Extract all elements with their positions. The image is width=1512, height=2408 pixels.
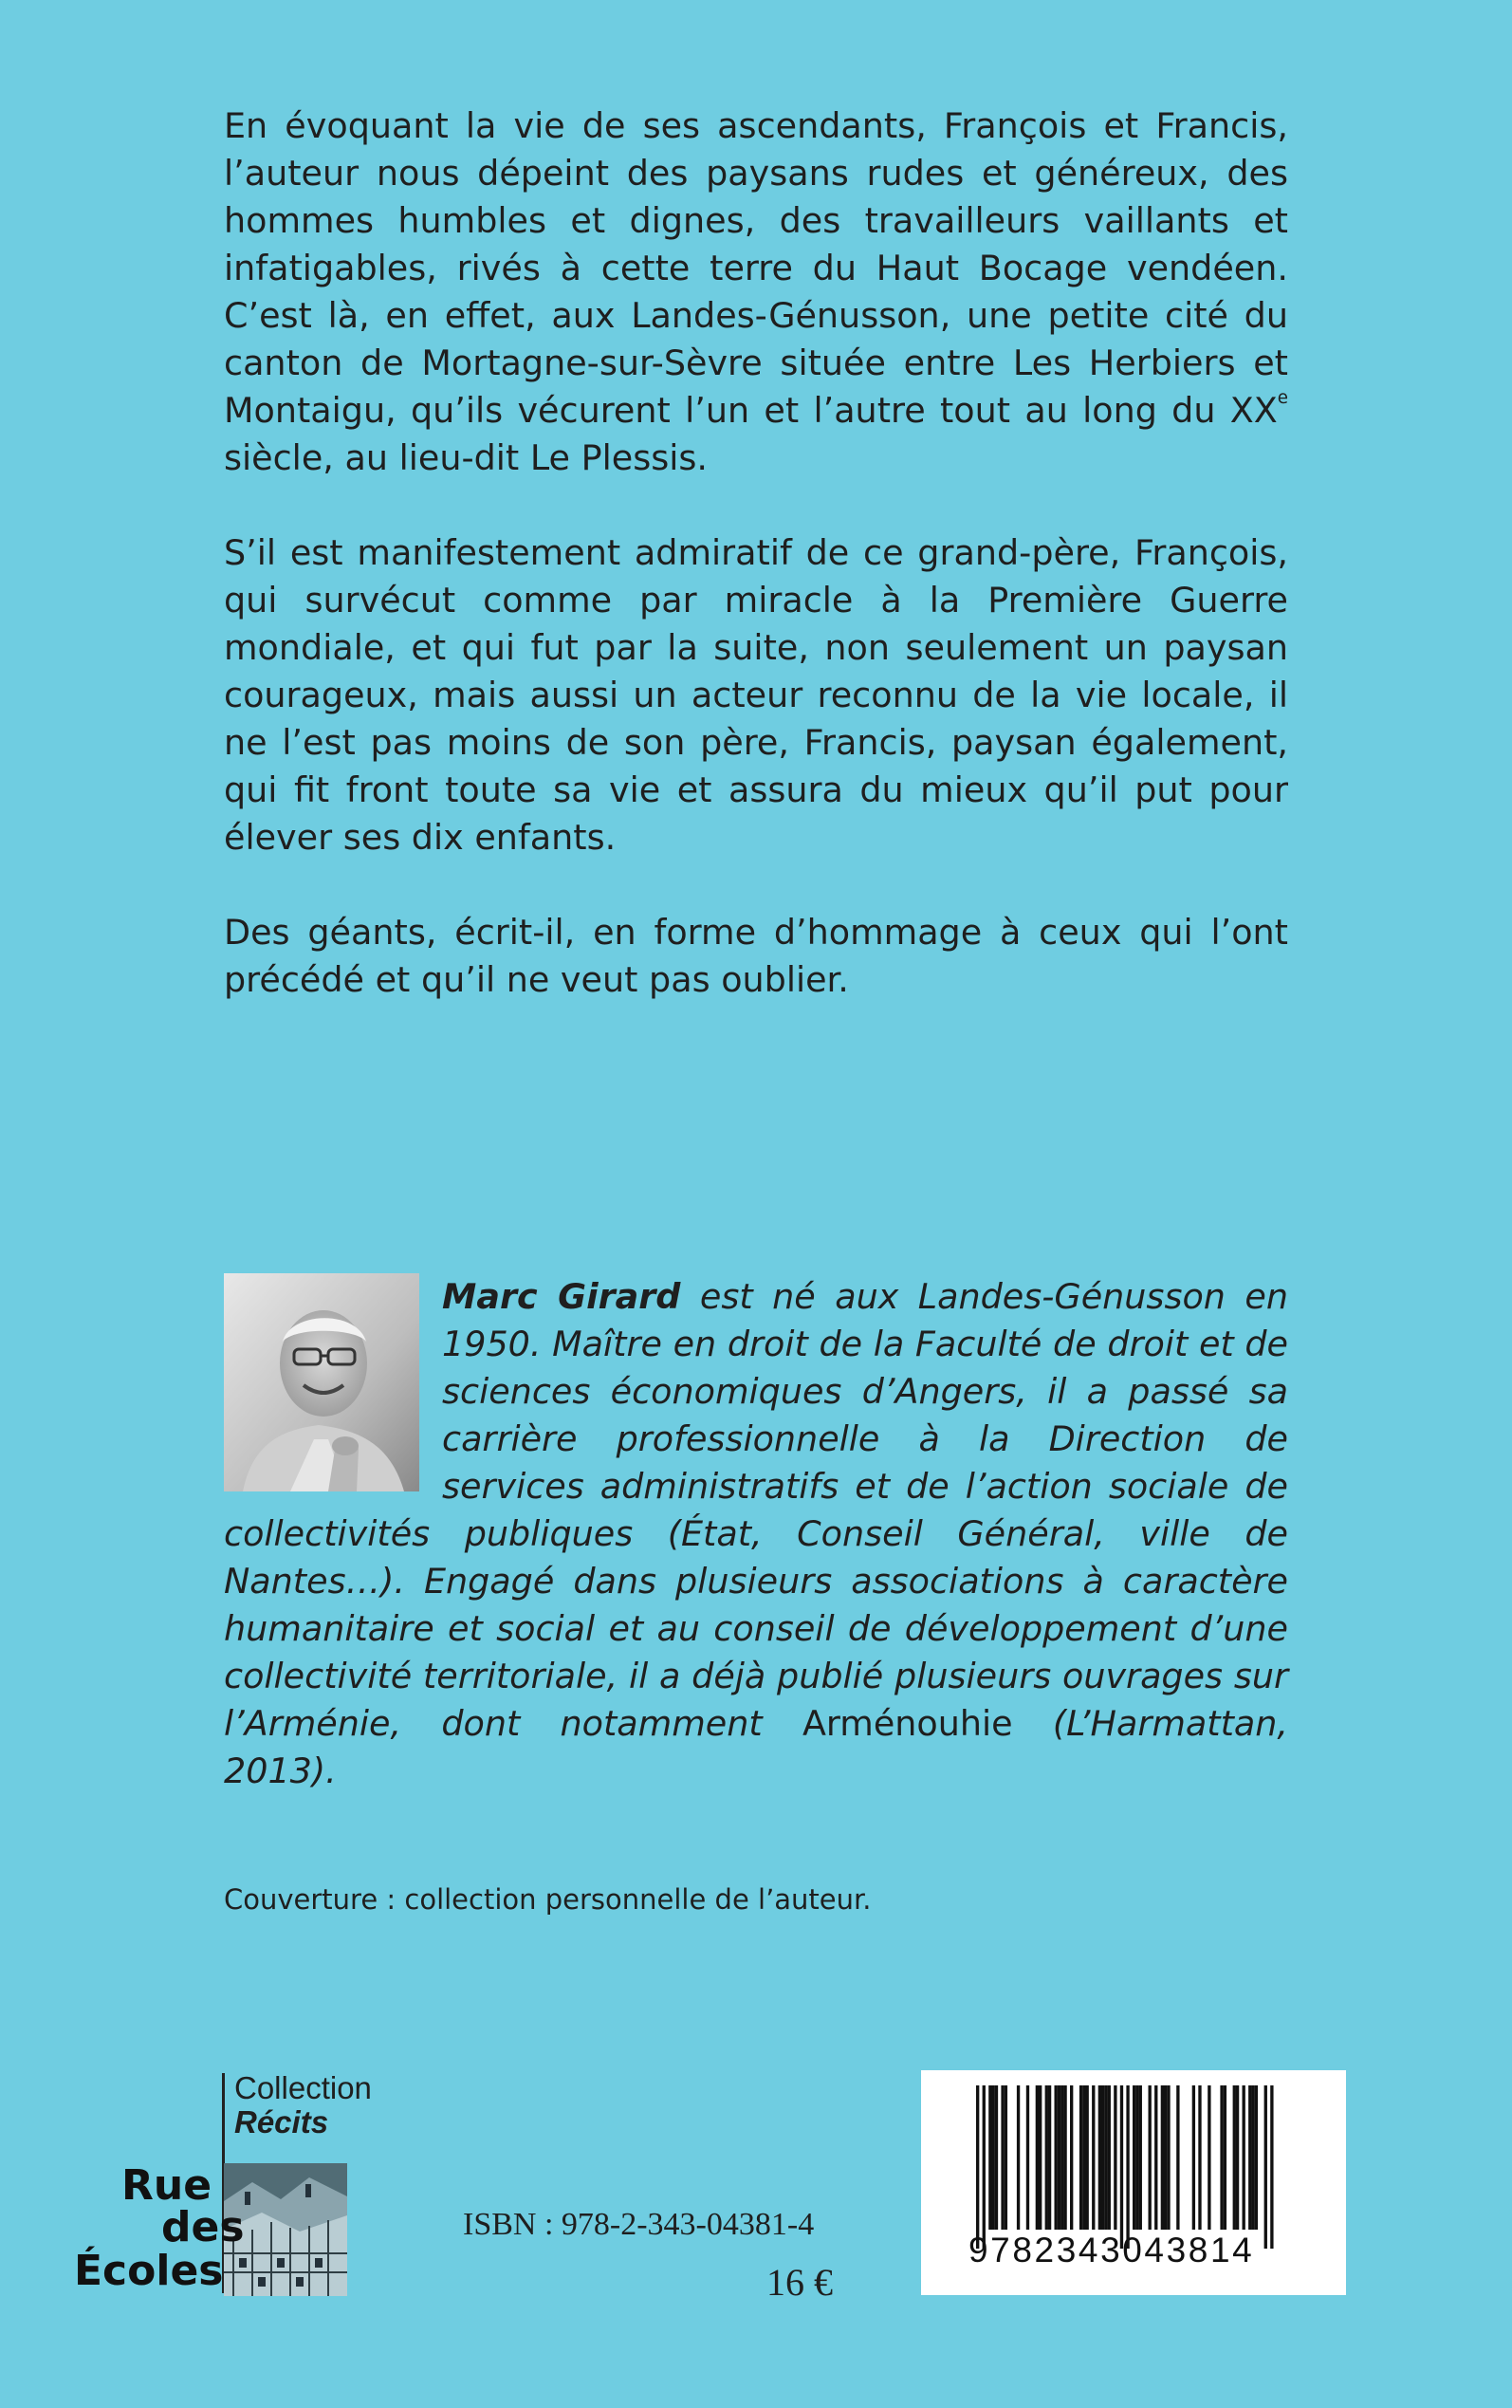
author-name: Marc Girard — [442, 1276, 681, 1317]
logo-word-des: des — [161, 2203, 245, 2251]
barcode-bar — [1114, 2085, 1116, 2230]
barcode-bar — [1039, 2085, 1042, 2230]
collection-label — [234, 2071, 372, 2139]
barcode-bar — [1055, 2085, 1058, 2230]
barcode-bar — [1243, 2085, 1245, 2230]
barcode-bar — [1086, 2085, 1089, 2230]
barcode-bar — [1164, 2085, 1167, 2230]
barcode-bar — [995, 2085, 998, 2230]
barcode-bar — [988, 2085, 991, 2230]
barcode-bar — [1104, 2085, 1107, 2230]
barcode-bar — [1251, 2085, 1254, 2230]
barcode-bar — [1154, 2085, 1157, 2230]
barcode-bar — [992, 2085, 995, 2230]
barcode-bar — [1126, 2085, 1129, 2249]
barcode-bar — [1198, 2085, 1201, 2230]
barcode-bar — [1060, 2085, 1063, 2230]
barcode-bar — [1120, 2085, 1123, 2249]
publisher-logo — [72, 2163, 347, 2296]
collection-series: Récits — [234, 2104, 329, 2139]
barcode-bar — [1005, 2085, 1007, 2230]
blurb-paragraph-1: En évoquant la vie de ses ascendants, François et Francis, l’auteur nous dépeint des paysans rudes et généreux, des hommes humbles et dignes, des travailleurs vaillants et infatigables, rivés à cette terre du Haut Bocage vendéen. C’est là, en effet, aux Landes-Génusson, une petite cité du canton de Mortagne-sur-Sèvre située entre Les Herbiers et Montaigu, qu’ils vécurent l’un et l’autre tout au long du XXe siècle, au lieu-dit Le Plessis. — [224, 105, 1288, 478]
barcode-bar — [1255, 2085, 1258, 2230]
barcode-bar — [1270, 2085, 1273, 2249]
barcode-bar — [1220, 2085, 1223, 2230]
barcode-digits: 9782343043814 — [968, 2231, 1255, 2269]
barcode-bar — [1176, 2085, 1179, 2230]
century-superscript: e — [1277, 387, 1288, 408]
barcode-bar — [1108, 2085, 1111, 2230]
author-bio — [224, 1273, 1288, 1795]
barcode-bar — [1264, 2085, 1267, 2249]
barcode-bar — [1167, 2085, 1170, 2230]
barcode — [921, 2070, 1346, 2295]
barcode-bar — [976, 2085, 979, 2249]
barcode-bar — [1236, 2085, 1239, 2230]
barcode-bar — [1139, 2085, 1142, 2230]
barcode-bar — [1026, 2085, 1029, 2230]
isbn-number: ISBN : 978-2-343-04381-4 — [463, 2207, 815, 2242]
barcode-bar — [1248, 2085, 1251, 2230]
barcode-bar — [1101, 2085, 1104, 2230]
barcode-bar — [1224, 2085, 1226, 2230]
book-title: Arménouhie — [802, 1703, 1013, 1744]
barcode-bar — [1161, 2085, 1164, 2230]
barcode-bar — [1208, 2085, 1210, 2230]
barcode-bar — [1017, 2085, 1020, 2230]
logo-word-ecoles: Écoles — [74, 2247, 224, 2295]
barcode-bar — [1192, 2085, 1195, 2230]
barcode-bar — [1045, 2085, 1048, 2230]
barcode-bar — [1070, 2085, 1073, 2230]
barcode-bar — [1036, 2085, 1039, 2230]
barcode-bar — [1082, 2085, 1085, 2230]
barcode-bar — [1048, 2085, 1051, 2230]
barcode-bar — [1063, 2085, 1066, 2230]
back-cover-blurb — [224, 102, 1288, 1051]
cover-credit: Couverture : collection personnelle de l’auteur. — [224, 1883, 872, 1916]
blurb-paragraph-3: Des géants, écrit-il, en forme d’hommage à ceux qui l’ont précédé et qu’il ne veut pas oublier. — [224, 912, 1288, 1000]
author-bio-text: Marc Girard est né aux Landes-Génusson en 1950. Maître en droit de la Faculté de droit et de sciences économiques d’Angers, il a passé sa carrière professionnelle à la Direction de services administratifs et de l’action sociale de collectivités publiques (État, Conseil Général, ville de Nantes…). Engagé dans plusieurs associations à caractère humanitaire et social et au conseil de développement d’une collectivité territoriale, il a déjà publié plusieurs ouvrages sur l’Arménie, dont notamment Arménouhie (L’Harmattan, 2013). — [224, 1276, 1288, 1791]
author-photo — [224, 1273, 419, 1491]
barcode-bar — [1233, 2085, 1236, 2230]
barcode-bar — [983, 2085, 986, 2249]
barcode-bar — [1133, 2085, 1135, 2230]
barcode-bar — [1135, 2085, 1138, 2230]
barcode-bar — [1092, 2085, 1095, 2230]
barcode-bar — [1098, 2085, 1101, 2230]
price: 16 € — [766, 2261, 833, 2304]
barcode-bar — [1058, 2085, 1060, 2230]
barcode-bar — [1149, 2085, 1152, 2230]
barcode-bar — [1079, 2085, 1082, 2230]
barcode-bar — [1001, 2085, 1004, 2230]
blurb-paragraph-2: S’il est manifestement admiratif de ce grand-père, François, qui survécut comme par miracle à la Première Guerre mondiale, et qui fut par la suite, non seulement un paysan courageux, mais aussi un acteur reconnu de la vie locale, il ne l’est pas moins de son père, Francis, paysan également, qui fit front toute sa vie et assura du mieux qu’il put pour élever ses dix enfants. — [224, 532, 1288, 858]
collection-word: Collection — [234, 2070, 372, 2105]
logo-word-rue: Rue — [121, 2161, 212, 2210]
